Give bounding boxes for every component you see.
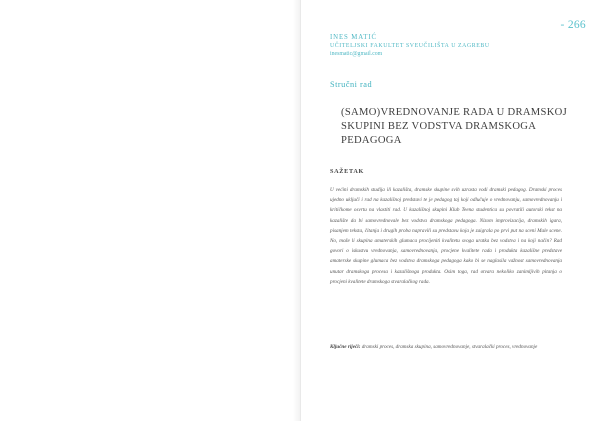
author-block	[330, 33, 570, 58]
book-gutter	[300, 0, 301, 421]
article-category: Stručni rad	[330, 80, 373, 89]
article-title: (SAMO)VREDNOVANJE RADA U DRAMSKOJ SKUPINI BEZ VODSTVA DRAMSKOGA PEDAGOGA	[341, 107, 568, 146]
book-gutter-shadow	[293, 0, 300, 421]
keywords-label: Ključne riječi:	[330, 344, 361, 350]
abstract-heading: SAŽETAK	[330, 168, 365, 175]
page-number: - 266	[560, 19, 586, 31]
abstract-text: U većini dramskih studija ili kazališta, dramske skupine svih uzrasta vodi dramski pedagog. Dramski proces ujedno uključi i rad na kazališnoj predstavi te je pedagog taj koji odlučuje o vrednovanju, samovrednovanju i kritičkome osvrtu na vlastiti rad. U kazališnoj skupini Klub Teena studentica su povratili autorski tekst na kazalište da bi samovrednovale bez vodstva dramskoga pedagoga. Nizom improvizacija, dramskih igara, pisanjem teksta, čitanja i drugih proba napravili su predstavu koja je zaigrala po prvi put na sceni Male scene. No, može li skupina amaterskih glumaca procijeniti kvalitetu svoga uratka bez vodstva i na koji način? Rad govori o iskustvu vrednovanja, samovrednovanja, procjene kvalitete rada i produkta kazališne predstave amaterske skupine glumaca bez vodstva dramskoga pedagoga kako bi se naglasila važnost samovrednovanja unutar dramskoga procesa i kazališnoga produkta. Osim toga, rad otvara nekoliko zanimljivih pitanja o procjeni kvalitete dramskoga stvaralačkog rada.	[330, 187, 562, 285]
author-email: inesmatic@gmail.com	[330, 51, 383, 57]
author-name: INES MATIĆ	[330, 34, 377, 41]
keywords-text: dramski proces, dramska skupina, samovrednovanje, stvaralački proces, vrednovanje	[361, 344, 538, 350]
author-affiliation: UČITELJSKI FAKULTET SVEUČILIŠTA U ZAGREBU	[330, 43, 490, 49]
keywords-block	[330, 343, 562, 352]
